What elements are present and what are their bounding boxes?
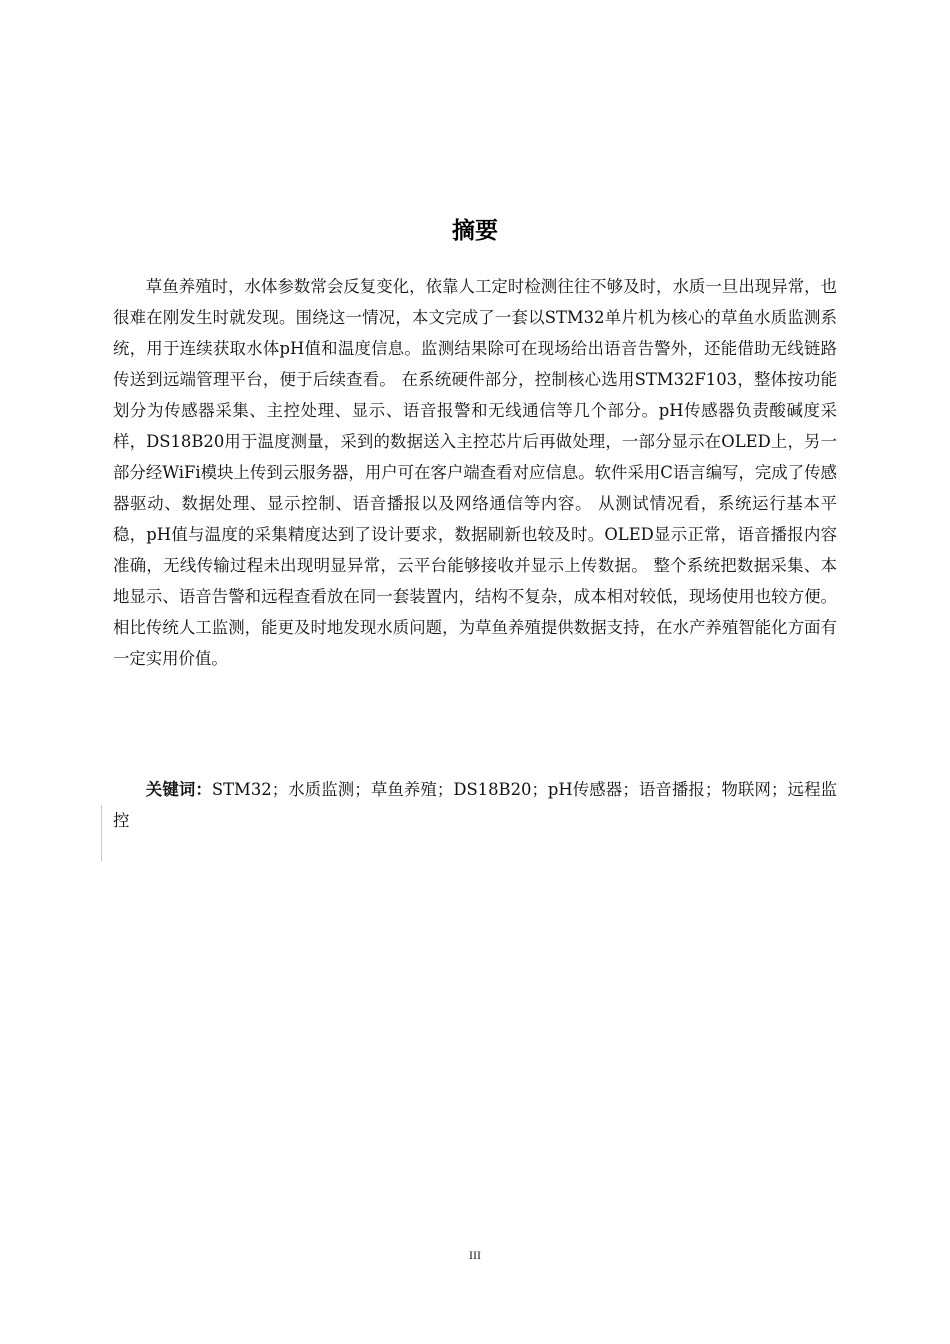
abstract-title: 摘要 bbox=[452, 218, 498, 244]
margin-divider bbox=[101, 805, 102, 861]
page-number: III bbox=[469, 1248, 481, 1262]
abstract-paragraph: 草鱼养殖时，水体参数常会反复变化，依靠人工定时检测往往不够及时，水质一旦出现异常，也很难在刚发生时就发现。围绕这一情况，本文完成了一套以STM32单片机为核心的草鱼水质监测系统，用于连续获取水体pH值和温度信息。监测结果除可在现场给出语音告警外，还能借助无线链路传送到远端管理平台，便于后续查看。 在系统硬件部分，控制核心选用STM32F103，整体按功能划分为传感器采集、主控处理、显示、语音报警和无线通信等几个部分。pH传感器负责酸碱度采样，DS18B20用于温度测量，采到的数据送入主控芯片后再做处理，一部分显示在OLED上，另一部分经WiFi模块上传到云服务器，用户可在客户端查看对应信息。软件采用C语言编写，完成了传感器驱动、数据处理、显示控制、语音播报以及网络通信等内容。 从测试情况看，系统运行基本平稳，pH值与温度的采集精度达到了设计要求，数据刷新也较及时。OLED显示正常，语音播报内容准确，无线传输过程未出现明显异常，云平台能够接收并显示上传数据。 整个系统把数据采集、本地显示、语音告警和远程查看放在同一套装置内，结构不复杂，成本相对较低，现场使用也较方便。相比传统人工监测，能更及时地发现水质问题，为草鱼养殖提供数据支持，在水产养殖智能化方面有一定实用价值。 bbox=[113, 277, 837, 668]
keywords-list: STM32；水质监测；草鱼养殖；DS18B20；pH传感器；语音播报；物联网；远程监控 bbox=[113, 780, 837, 830]
keywords-label: 关键词： bbox=[145, 780, 212, 799]
keywords-paragraph bbox=[113, 774, 837, 836]
